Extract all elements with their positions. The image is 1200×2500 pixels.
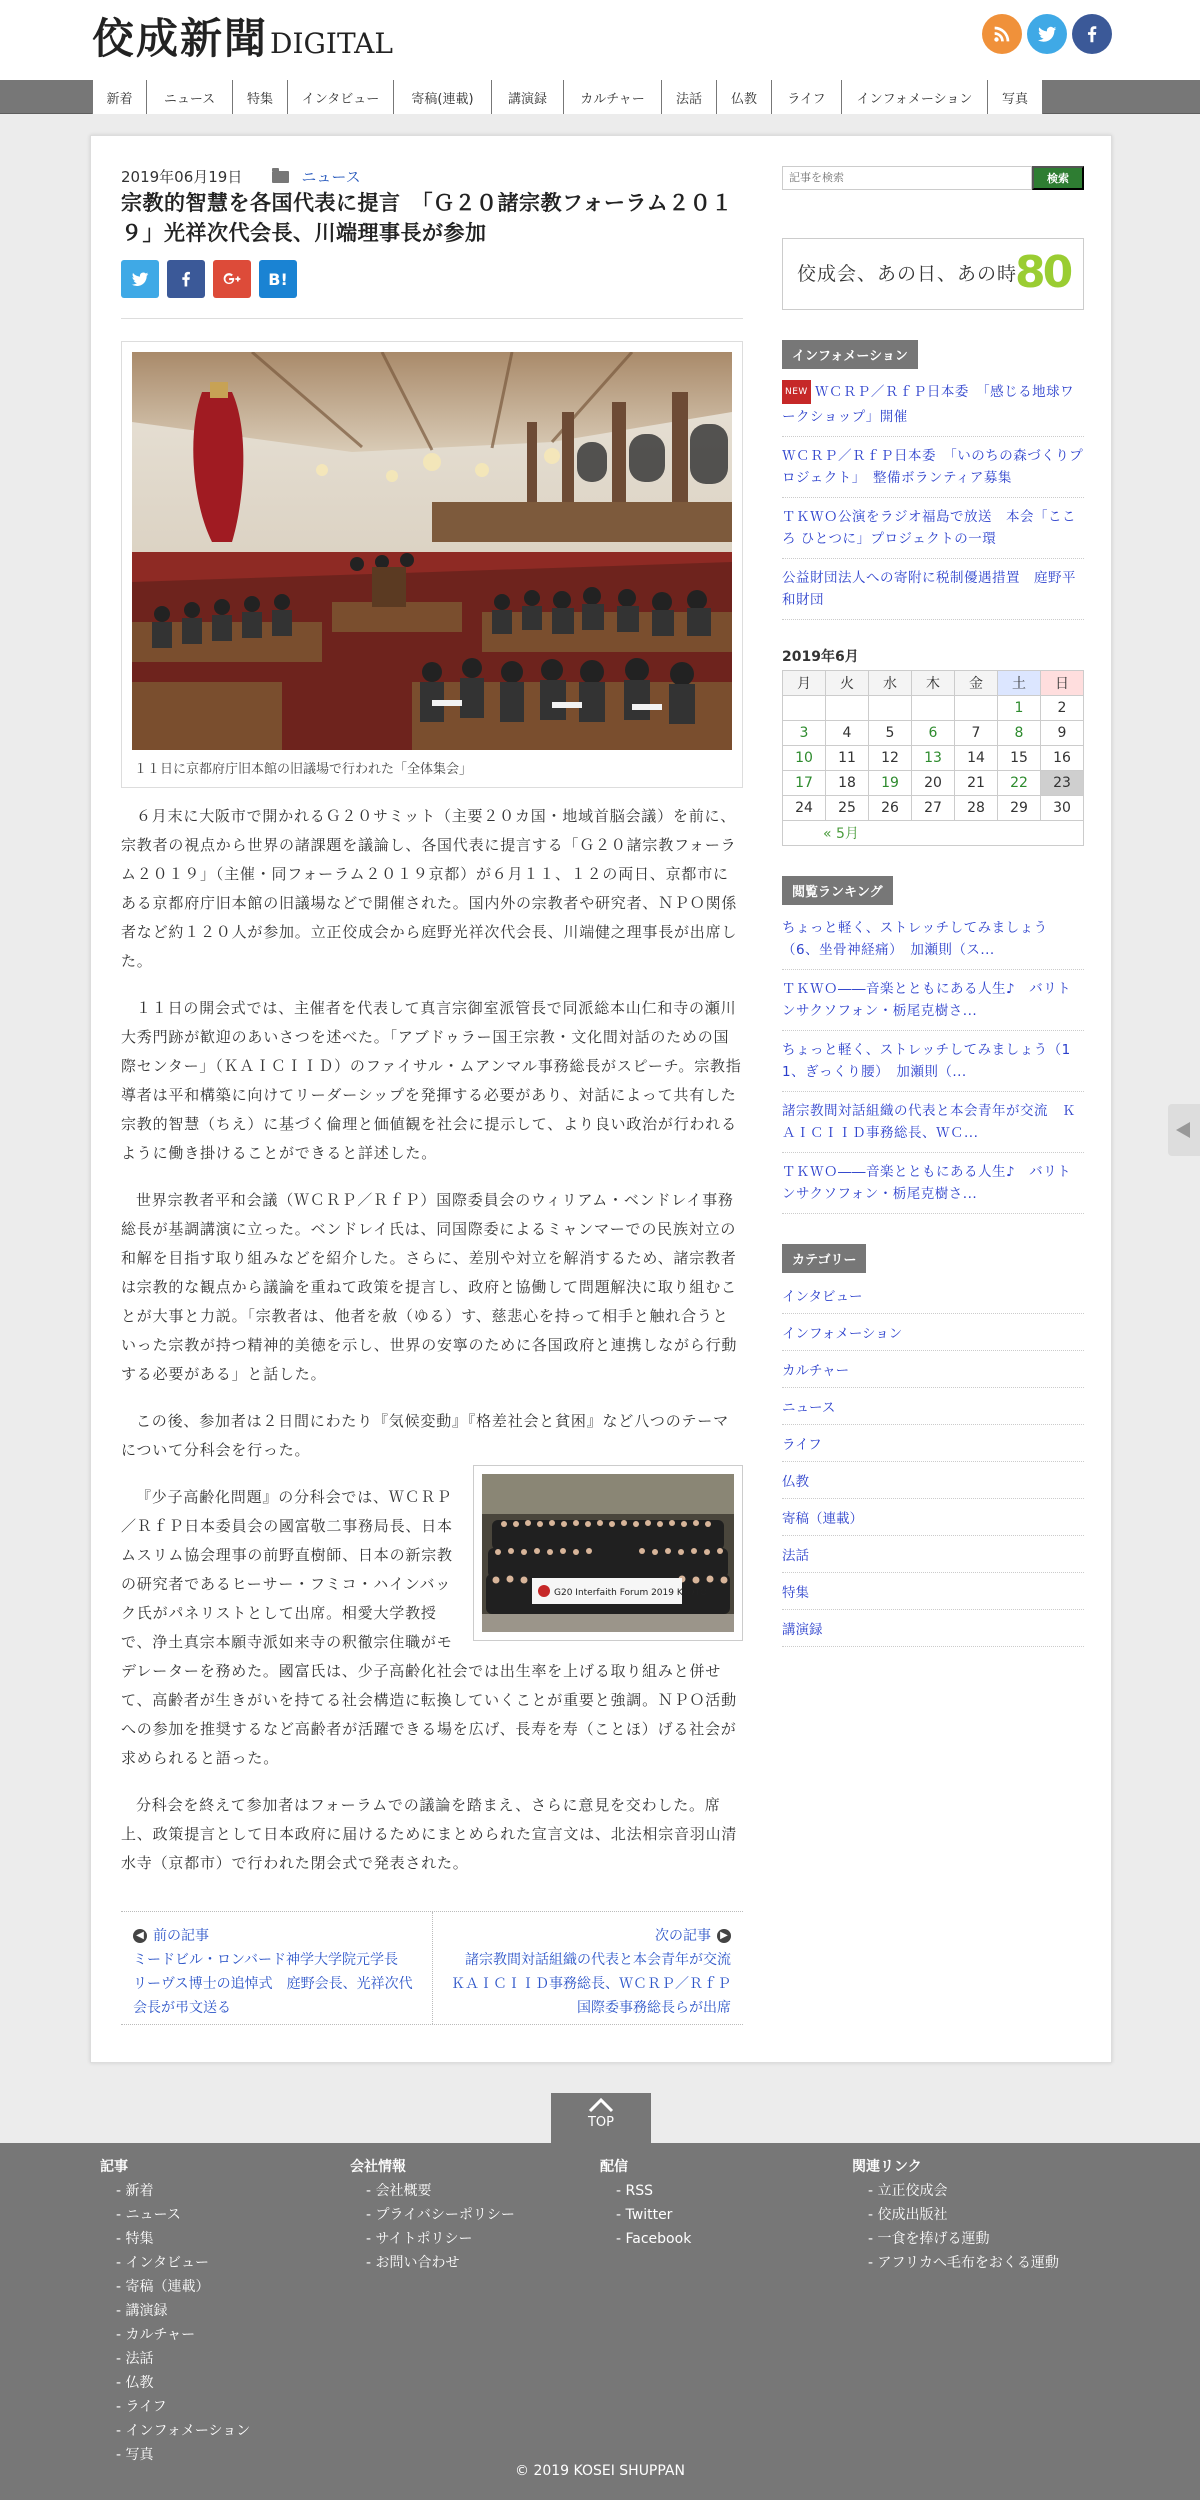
prev-article-link[interactable] <box>121 1912 432 2024</box>
site-logo[interactable] <box>92 10 393 64</box>
assembly-hall-photo <box>132 352 732 750</box>
footer-link[interactable]: - 写真 <box>116 2443 250 2467</box>
calendar-cell: 30 <box>1041 796 1084 821</box>
folder-icon <box>272 171 289 183</box>
footer-link[interactable]: - インタビュー <box>116 2251 250 2275</box>
nav-item-life[interactable]: ライフ <box>772 80 842 114</box>
facebook-icon[interactable] <box>1072 14 1112 54</box>
category-item[interactable]: ライフ <box>782 1425 1084 1462</box>
category-list <box>782 1283 1084 1647</box>
prev-article-title: ミードビル・ロンバード神学大学院元学長 リーヴス博士の追悼式 庭野会長、光祥次代会長が弔文送る <box>133 1952 413 2016</box>
calendar-cell: 25 <box>826 796 869 821</box>
info-item[interactable]: ＷＣＲＰ／ＲｆＰ日本委 「いのちの森づくりプロジェクト」 整備ボランティア募集 <box>782 437 1084 498</box>
nav-item-photo[interactable]: 写真 <box>988 80 1043 114</box>
calendar-cell: 12 <box>869 746 912 771</box>
search-button[interactable]: 検索 <box>1032 166 1084 190</box>
footer-link[interactable]: - 立正佼成会 <box>868 2179 1059 2203</box>
calendar-cell: 29 <box>998 796 1041 821</box>
footer-link[interactable]: - 法話 <box>116 2347 250 2371</box>
ranking-item[interactable]: ちょっと軽く、ストレッチしてみましょう（6、坐骨神経痛） 加瀬則（ス... <box>782 915 1084 970</box>
divider <box>121 318 743 319</box>
info-item[interactable]: ＴＫＷＯ公演をラジオ福島で放送 本会「こころ ひとつに」プロジェクトの一環 <box>782 498 1084 559</box>
calendar-cell: 7 <box>955 721 998 746</box>
footer-link[interactable]: - 佼成出版社 <box>868 2203 1059 2227</box>
photo-caption: １１日に京都府庁旧本館の旧議場で行われた「全体集会」 <box>134 762 473 777</box>
calendar-cell <box>826 696 869 721</box>
calendar-cell: 26 <box>869 796 912 821</box>
calendar-cell <box>869 696 912 721</box>
nav-item-new[interactable]: 新着 <box>92 80 147 114</box>
facebook-icon <box>176 269 196 289</box>
footer-column-articles <box>100 2155 250 2467</box>
article-paragraph: １１日の開会式では、主催者を代表して真言宗御室派管長で同派総本山仁和寺の瀬川大秀門跡が歓迎のあいさつを述べた。「アブドゥラー国王宗教・文化間対話のための国際センター」（ＫＡＩＣＩＩＤ）のファイサル・ムアンマル事務総長がスピーチ。宗教指導者は平和構築に向けてリーダーシップを発揮する必要があり、対話によって共有した宗教的智慧（ちえ）に基づく倫理と価値観を社会に提示して、より良い政治が行われるように働き掛けることができると詳述した。 <box>121 1000 742 1162</box>
logo-suffix: DIGITAL <box>270 27 393 60</box>
share-googleplus-button[interactable] <box>213 260 251 298</box>
footer-link[interactable]: - 寄稿（連載） <box>116 2275 250 2299</box>
calendar-cell: 20 <box>912 771 955 796</box>
footer-link[interactable]: - カルチャー <box>116 2323 250 2347</box>
article-body <box>121 802 743 1878</box>
new-badge: NEW <box>782 380 811 404</box>
footer-column-title: 記事 <box>100 2159 128 2175</box>
site-footer <box>0 2143 1200 2500</box>
article-category-link[interactable]: ニュース <box>301 167 361 186</box>
calendar-cell-link[interactable]: 17 <box>783 771 826 796</box>
calendar-cell <box>955 696 998 721</box>
footer-link[interactable]: - インフォメーション <box>116 2419 250 2443</box>
footer-link[interactable]: - ライフ <box>116 2395 250 2419</box>
back-to-top-button[interactable] <box>551 2093 651 2143</box>
calendar-cell: 21 <box>955 771 998 796</box>
footer-link[interactable]: - Twitter <box>616 2203 691 2227</box>
calendar-cell: 24 <box>783 796 826 821</box>
calendar-prev-month-link[interactable]: « 5月 <box>783 821 1084 846</box>
nav-item-culture[interactable]: カルチャー <box>564 80 662 114</box>
ranking-item[interactable]: ＴＫＷＯ――音楽とともにある人生♪ バリトンサクソフォン・栃尾克樹さ... <box>782 970 1084 1031</box>
hatena-icon: B! <box>268 269 288 289</box>
category-item[interactable]: 法話 <box>782 1536 1084 1573</box>
content-panel <box>90 135 1112 2063</box>
calendar-cell: 11 <box>826 746 869 771</box>
twitter-icon <box>130 269 150 289</box>
category-item[interactable]: 仏教 <box>782 1462 1084 1499</box>
footer-column-title: 会社情報 <box>350 2159 406 2175</box>
next-article-link[interactable] <box>432 1912 743 2024</box>
anniversary-banner[interactable] <box>782 238 1084 310</box>
calendar-day-header: 金 <box>955 671 998 696</box>
banner-text: 佼成会、あの日、あの時 <box>797 263 1018 285</box>
info-item-title: ＷＣＲＰ／ＲｆＰ日本委 「感じる地球ワークショップ」開催 <box>782 384 1075 425</box>
calendar-day-header: 土 <box>998 671 1041 696</box>
share-twitter-button[interactable] <box>121 260 159 298</box>
article-paragraph: この後、参加者は２日間にわたり『気候変動』『格差社会と貧困』など八つのテーマについて分科会を行った。 <box>121 1413 729 1459</box>
calendar-cell-link[interactable]: 22 <box>998 771 1041 796</box>
calendar-cell: 15 <box>998 746 1041 771</box>
info-item[interactable] <box>782 379 1084 437</box>
category-item[interactable]: インフォメーション <box>782 1314 1084 1351</box>
footer-link[interactable]: - 特集 <box>116 2227 250 2251</box>
nav-item-contribution[interactable]: 寄稿(連載) <box>394 80 492 114</box>
article-paragraph: 『少子高齢化問題』の分科会では、ＷＣＲＰ／ＲｆＰ日本委員会の國富敬二事務局長、日本ムスリム協会理事の前野直樹師、日本の新宗教の研究者であるヒーサー・フミコ・ハインバック氏がパネリストとして出席。相愛大学教授で、浄土真宗本願寺派如来寺の釈徹宗住職がモデレーターを務めた。國富氏は、少子高齢化社会では出生率を上げる取り組みと併せて、高齢者が生きがいを持てる社会構造に転換していくことが重要と強調。ＮＰＯ活動への参加を推奨するなど高齢者が活躍できる場を広げ、長寿を寿（ことほ）げる社会が求められると語った。 <box>121 1489 737 1767</box>
calendar-cell <box>912 696 955 721</box>
site-header <box>0 0 1200 80</box>
calendar-cell-today: 23 <box>1041 771 1084 796</box>
footer-column-related <box>852 2155 1059 2275</box>
group-photo <box>473 1465 743 1641</box>
calendar-cell-link[interactable]: 19 <box>869 771 912 796</box>
footer-link[interactable]: - お問い合わせ <box>366 2251 515 2275</box>
footer-link[interactable]: - 会社概要 <box>366 2179 515 2203</box>
arrow-left-icon: ◀ <box>133 1929 147 1943</box>
calendar-cell: 16 <box>1041 746 1084 771</box>
footer-column-distribution <box>600 2155 691 2251</box>
footer-link[interactable]: - サイトポリシー <box>366 2227 515 2251</box>
banner-text: G20 Interfaith Forum 2019 KYOTO <box>554 1588 708 1598</box>
calendar-cell: 5 <box>869 721 912 746</box>
calendar-cell: 4 <box>826 721 869 746</box>
footer-link[interactable]: - 一食を捧げる運動 <box>868 2227 1059 2251</box>
post-navigation <box>121 1911 743 2025</box>
article-main <box>121 166 743 1878</box>
main-nav <box>0 80 1200 114</box>
info-widget-title: インフォメーション <box>782 340 918 369</box>
category-widget-title: カテゴリー <box>782 1244 866 1273</box>
footer-column-title: 関連リンク <box>852 2159 922 2175</box>
article-main-photo <box>121 341 743 788</box>
googleplus-icon <box>222 269 242 289</box>
share-hatena-button[interactable] <box>259 260 297 298</box>
article-paragraph: 分科会を終えて参加者はフォーラムでの議論を踏まえ、さらに意見を交わした。席上、政策提言として日本政府に届けるためにまとめられた宣言文は、北法相宗音羽山清水寺（京都市）で行われた閉会式で発表された。 <box>121 1797 738 1872</box>
footer-column-title: 配信 <box>600 2159 628 2175</box>
calendar-day-header: 日 <box>1041 671 1084 696</box>
ranking-list <box>782 915 1084 1214</box>
ranking-widget-title: 閲覧ランキング <box>782 876 893 905</box>
nav-item-lecture[interactable]: 講演録 <box>492 80 564 114</box>
footer-link[interactable]: - 講演録 <box>116 2299 250 2323</box>
calendar-cell-link[interactable]: 10 <box>783 746 826 771</box>
twitter-icon[interactable] <box>1027 14 1067 54</box>
ranking-item[interactable]: ＴＫＷＯ――音楽とともにある人生♪ バリトンサクソフォン・栃尾克樹さ... <box>782 1153 1084 1214</box>
calendar-cell-link[interactable]: 6 <box>912 721 955 746</box>
article-meta <box>121 166 743 186</box>
category-item[interactable]: 講演録 <box>782 1610 1084 1647</box>
search-input[interactable] <box>782 166 1032 190</box>
calendar-title: 2019年6月 <box>782 649 859 665</box>
sidebar <box>782 166 1084 1647</box>
calendar-cell: 2 <box>1041 696 1084 721</box>
category-item[interactable]: インタビュー <box>782 1283 1084 1314</box>
category-item[interactable]: ニュース <box>782 1388 1084 1425</box>
chevron-up-icon <box>586 2095 616 2115</box>
share-buttons <box>121 260 743 298</box>
calendar-cell: 14 <box>955 746 998 771</box>
nav-item-news[interactable]: ニュース <box>147 80 233 114</box>
calendar-cell: 28 <box>955 796 998 821</box>
search-form <box>782 166 1084 190</box>
article-paragraph: ６月末に大阪市で開かれるＧ２０サミット（主要２０カ国・地域首脳会議）を前に、宗教者の視点から世界の諸課題を議論し、各国代表に提言する「Ｇ２０諸宗教フォーラム２０１９」（主催・同フォーラム２０１９京都）が６月１１、１２の両日、京都市にある京都府庁旧本館の旧議場などで開催された。国内外の宗教者や研究者、ＮＰＯ関係者など約１２０人が参加。立正佼成会から庭野光祥次代会長、川端健之理事長が出席した。 <box>121 808 738 970</box>
calendar-cell: 18 <box>826 771 869 796</box>
footer-link[interactable]: - RSS <box>616 2179 691 2203</box>
calendar-cell-link[interactable]: 3 <box>783 721 826 746</box>
footer-link[interactable]: - アフリカへ毛布をおくる運動 <box>868 2251 1059 2275</box>
category-item[interactable]: 特集 <box>782 1573 1084 1610</box>
next-article-label: 次の記事 <box>655 1928 711 1944</box>
banner-80-logo: 80 <box>1015 247 1071 298</box>
share-facebook-button[interactable] <box>167 260 205 298</box>
calendar-cell <box>783 696 826 721</box>
article-paragraph: 世界宗教者平和会議（ＷＣＲＰ／ＲｆＰ）国際委員会のウィリアム・ベンドレイ事務総長が基調講演に立った。ベンドレイ氏は、同国際委によるミャンマーでの民族対立の和解を目指す取り組みなどを紹介した。さらに、差別や対立を解消するため、諸宗教者は宗教的な観点から議論を重ねて政策を提言し、政府と協働して問題解決に取り組むことが大事と力説。「宗教者は、他者を赦（ゆる）す、慈悲心を持って相手と触れ合うといった宗教が持つ精神的美徳を示し、世界の安寧のために各国政府と連携しながら行動する必要がある」と話した。 <box>121 1192 738 1383</box>
calendar <box>782 670 1084 846</box>
article-title: 宗教的智慧を各国代表に提言 「Ｇ２０諸宗教フォーラム２０１９」光祥次代会長、川端理事長が参加 <box>121 191 733 245</box>
footer-link[interactable]: - Facebook <box>616 2227 691 2251</box>
ranking-item[interactable]: 諸宗教間対話組織の代表と本会青年が交流 ＫＡＩＣＩＩＤ事務総長、ＷＣ... <box>782 1092 1084 1153</box>
back-to-top-label: TOP <box>587 2115 614 2130</box>
footer-link[interactable]: - プライバシーポリシー <box>366 2203 515 2227</box>
calendar-cell-link[interactable]: 8 <box>998 721 1041 746</box>
next-article-title: 諸宗教間対話組織の代表と本会青年が交流 ＫＡＩＣＩＩＤ事務総長、ＷＣＲＰ／ＲｆＰ国際委事務総長らが出席 <box>451 1952 745 2016</box>
copyright: © 2019 KOSEI SHUPPAN <box>515 2463 685 2479</box>
nav-item-feature[interactable]: 特集 <box>233 80 288 114</box>
calendar-day-header: 木 <box>912 671 955 696</box>
logo-kanji: 佼成新聞 <box>92 14 269 63</box>
prev-article-label: 前の記事 <box>153 1928 209 1944</box>
article-date: 2019年06月19日 <box>121 167 243 186</box>
info-list <box>782 379 1084 620</box>
footer-link[interactable]: - ニュース <box>116 2203 250 2227</box>
nav-item-sermon[interactable]: 法話 <box>662 80 717 114</box>
category-item[interactable]: カルチャー <box>782 1351 1084 1388</box>
footer-link[interactable]: - 仏教 <box>116 2371 250 2395</box>
side-slide-tab[interactable] <box>1168 1104 1200 1156</box>
nav-item-information[interactable]: インフォメーション <box>842 80 988 114</box>
nav-item-buddhism[interactable]: 仏教 <box>717 80 772 114</box>
calendar-cell: 27 <box>912 796 955 821</box>
category-item[interactable]: 寄稿（連載） <box>782 1499 1084 1536</box>
calendar-day-header: 火 <box>826 671 869 696</box>
rss-icon[interactable] <box>982 14 1022 54</box>
ranking-item[interactable]: ちょっと軽く、ストレッチしてみましょう（1 1、ぎっくり腰） 加瀬則（... <box>782 1031 1084 1092</box>
calendar-cell-link[interactable]: 1 <box>998 696 1041 721</box>
calendar-day-header: 月 <box>783 671 826 696</box>
nav-item-interview[interactable]: インタビュー <box>288 80 394 114</box>
calendar-day-header: 水 <box>869 671 912 696</box>
calendar-cell-link[interactable]: 13 <box>912 746 955 771</box>
arrow-right-icon: ▶ <box>717 1929 731 1943</box>
info-item[interactable]: 公益財団法人への寄附に税制優遇措置 庭野平和財団 <box>782 559 1084 620</box>
calendar-cell: 9 <box>1041 721 1084 746</box>
footer-link[interactable]: - 新着 <box>116 2179 250 2203</box>
footer-column-company <box>350 2155 515 2275</box>
